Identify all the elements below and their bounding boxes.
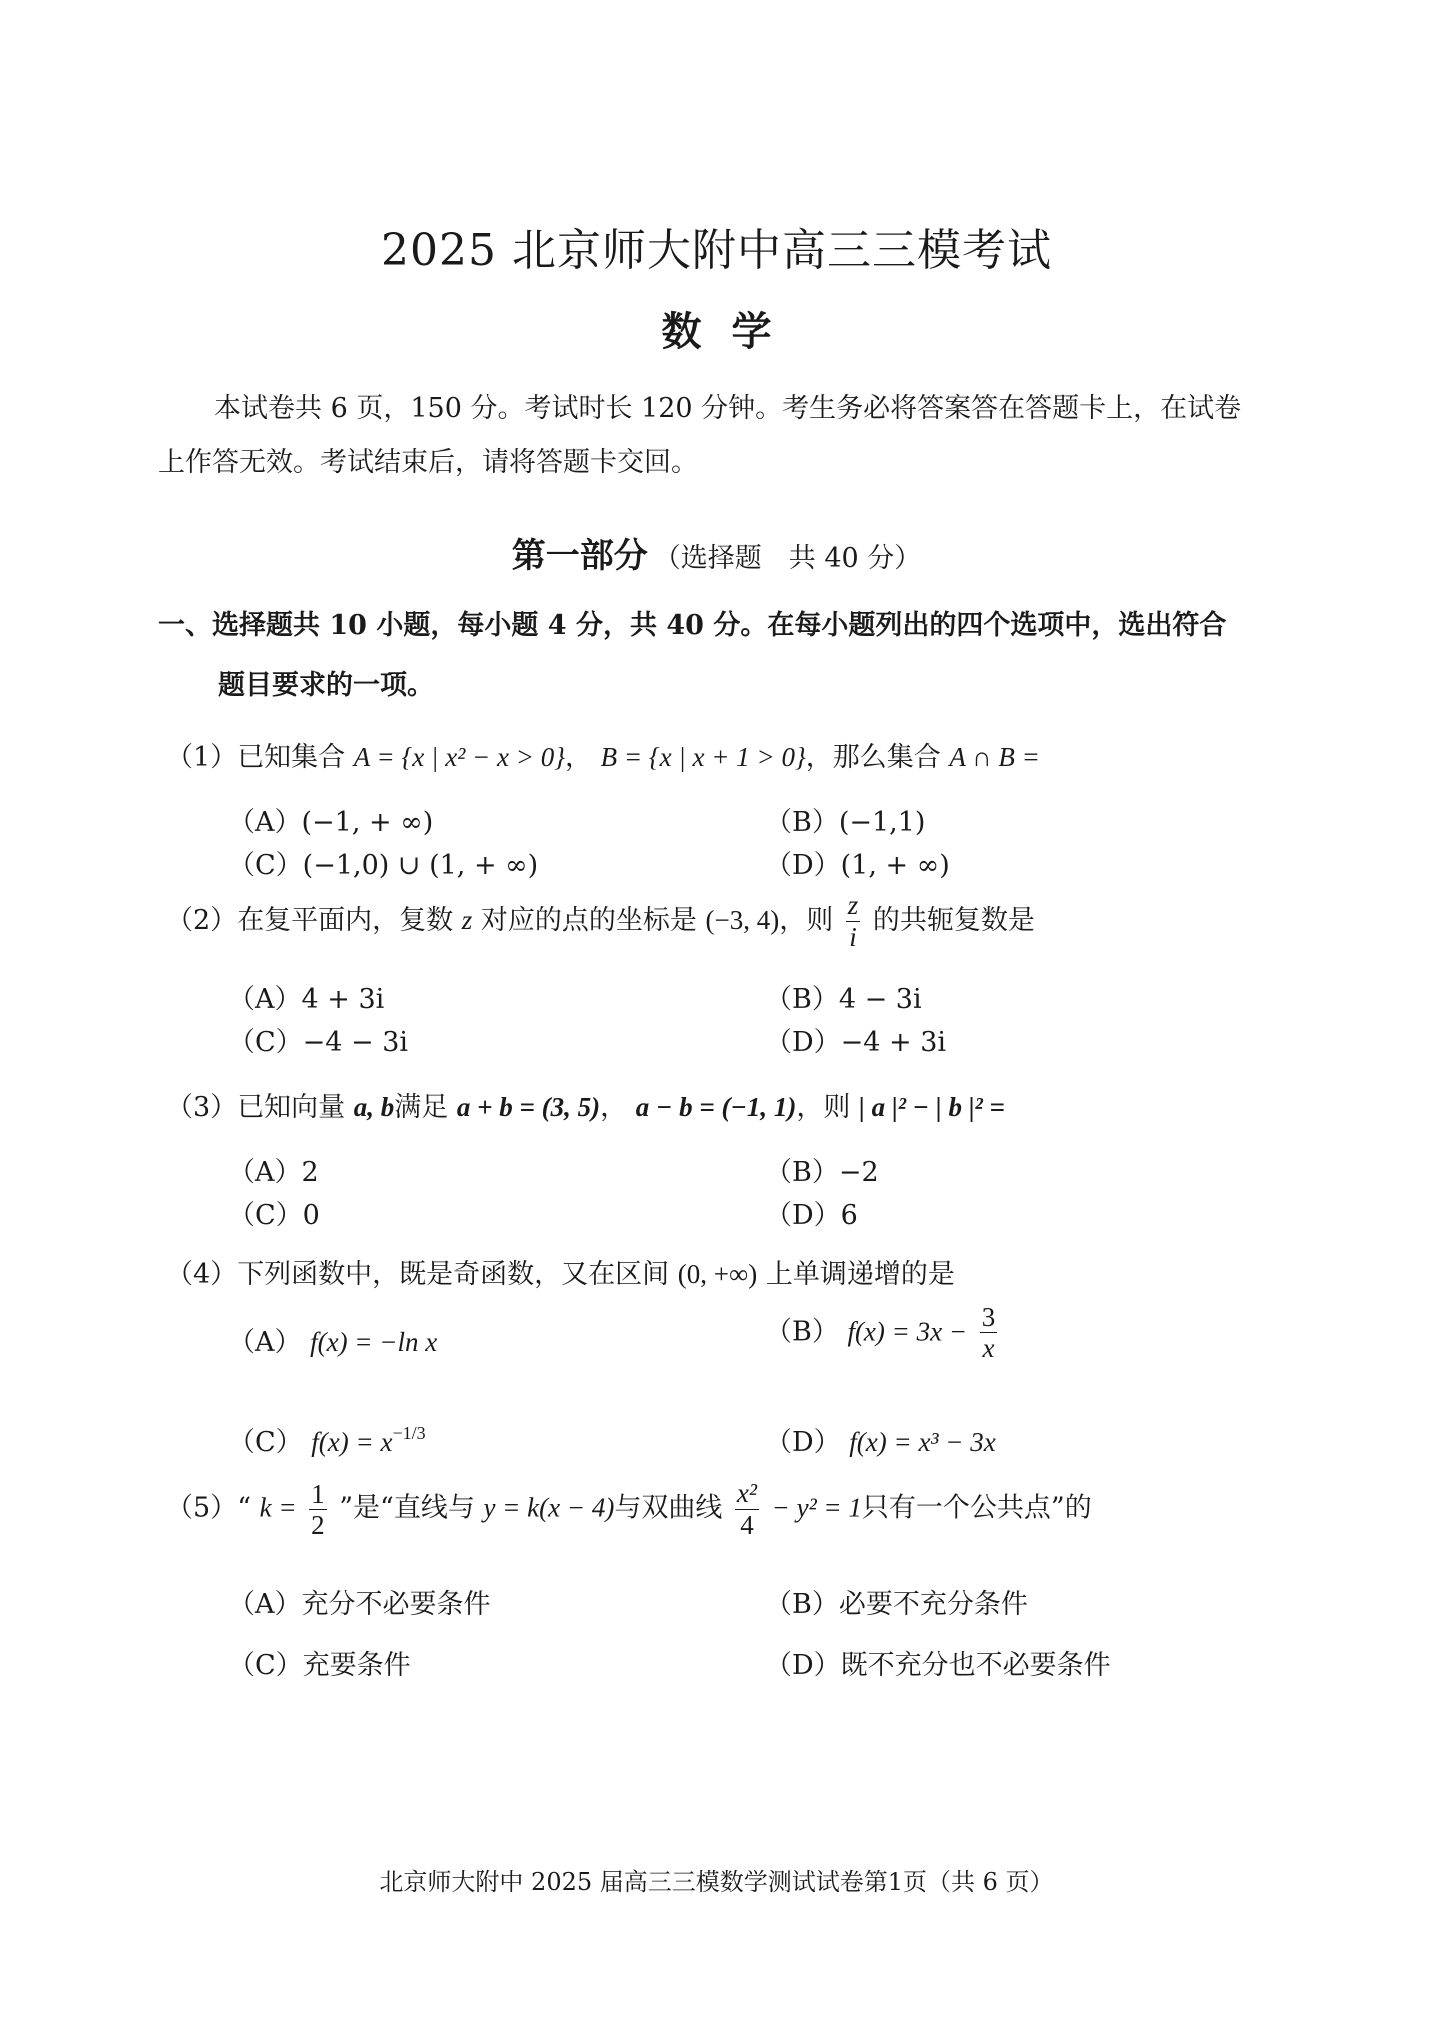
fraction-numerator: x² [736,1478,758,1508]
fraction [980,1302,998,1364]
subject-title: 数学 [661,308,802,355]
q3-option-a: （A）2 [228,1157,319,1188]
math-expression: f(x) = x [311,1427,393,1457]
math-expression: B = {x | x + 1 > 0} [600,742,806,772]
question-number: （3） [166,1092,238,1123]
question-text: 对应的点的坐标是 [480,905,697,936]
fraction-numerator: z [847,890,859,920]
question-text: 的共轭复数是 [872,905,1035,936]
fraction [309,1479,327,1540]
question-text: 下列函数中，既是奇函数，又在区间 [237,1259,670,1290]
q2-option-b: （B）4 − 3i [765,984,922,1015]
math-expression: | a |² − | b |² = [858,1092,1005,1122]
q2-option-a: （A）4 + 3i [228,984,385,1015]
math-expression: (−3, 4) [705,905,780,935]
question-number: （5） [166,1492,238,1524]
question-text: “ [237,1492,251,1524]
part-note: （选择题 共 40 分） [653,543,922,574]
q1-option-c: （C）(−1,0) ∪ (1, + ∞) [228,850,539,881]
q1-option-d: （D）(1, + ∞) [765,850,950,881]
question-number: （4） [166,1259,238,1290]
fraction [846,890,861,953]
exponent: −1/3 [392,1423,426,1443]
math-expression: (0, +∞) [677,1259,758,1289]
q4-option-a [228,1320,437,1359]
option-label: （D） [765,1427,841,1458]
fraction [735,1478,759,1540]
q3-option-b: （B）−2 [765,1157,879,1188]
math-expression: k = [259,1492,297,1523]
math-expression: a, b [353,1092,395,1122]
q2-option-d: （D）−4 + 3i [765,1027,947,1058]
q4-option-d [765,1420,996,1459]
instructions-line-1: 本试卷共 6 页，150 分。考试时长 120 分钟。考生务必将答案答在答题卡上，在试卷 [214,393,1242,424]
math-expression: a + b = (3, 5) [456,1092,601,1122]
question-number: （2） [166,905,238,936]
math-expression: A ∩ B = [949,742,1040,772]
part-title: 第一部分 [511,536,648,576]
exam-instructions [158,382,1288,490]
q4-option-c [228,1420,426,1459]
question-text: 在复平面内，复数 [237,905,454,936]
question-text: ，那么集合 [805,742,941,773]
math-expression: a − b = (−1, 1) [635,1092,797,1122]
section-heading-line-1: 一、选择题共 10 小题，每小题 4 分，共 40 分。在每小题列出的四个选项中，选出符合 [158,610,1227,641]
question-text: ， [600,1092,628,1123]
question-text: ，则 [779,905,834,936]
instructions-line-2: 上作答无效。考试结束后，请将答题卡交回。 [158,447,698,478]
fraction-numerator: 3 [981,1302,996,1332]
question-text: 已知向量 [237,1092,346,1123]
math-expression: f(x) = 3x − [847,1316,968,1347]
exam-title: 2025 北京师大附中高三三模考试 [381,225,1052,276]
question-text: ， [565,742,593,773]
option-label: （A） [228,1327,302,1358]
option-label: （B） [765,1316,839,1348]
fraction-numerator: 1 [311,1478,325,1509]
q5-option-c: （C）充要条件 [228,1650,411,1681]
question-3 [166,1085,1005,1124]
section-heading-line-2: 题目要求的一项。 [218,670,434,701]
q2-option-c: （C）−4 − 3i [228,1027,409,1058]
q5-option-d: （D）既不充分也不必要条件 [765,1650,1111,1681]
fraction-denominator: 4 [740,1510,754,1540]
fraction-denominator: i [849,922,857,952]
question-4 [166,1252,955,1291]
question-text: 已知集合 [237,742,346,773]
option-label: （C） [228,1427,303,1458]
q3-option-c: （C）0 [228,1200,320,1231]
math-expression: z [461,905,473,935]
q4-option-b [765,1302,1001,1364]
question-text: 只有一个公共点”的 [861,1492,1092,1524]
math-expression: f(x) = −ln x [310,1327,438,1357]
fraction-denominator: 2 [311,1509,325,1540]
fraction-denominator: x [982,1333,995,1363]
q1-option-a: （A）(−1, + ∞) [228,807,434,838]
question-text: 满足 [394,1092,449,1123]
math-expression: f(x) = x³ − 3x [849,1427,996,1457]
question-2 [166,890,1035,953]
math-expression: y = k(x − 4) [483,1492,615,1523]
part-heading [0,528,1433,577]
question-text: 上单调递增的是 [765,1259,955,1290]
question-text: ，则 [796,1092,851,1123]
question-5 [166,1478,1092,1540]
q5-option-b: （B）必要不充分条件 [765,1589,1028,1620]
question-text: ”是“直线与 [339,1492,475,1524]
math-expression: A = {x | x² − x > 0} [353,742,566,772]
q3-option-d: （D）6 [765,1200,858,1231]
q1-option-b: （B）(−1,1) [765,807,926,838]
math-expression: − y² = 1 [771,1492,862,1523]
q5-option-a: （A）充分不必要条件 [228,1589,491,1620]
question-text: 与双曲线 [614,1492,723,1524]
question-1 [166,735,1040,774]
question-number: （1） [166,742,238,773]
page-footer: 北京师大附中 2025 届高三三模数学测试试卷第1页（共 6 页） [379,1868,1054,1896]
